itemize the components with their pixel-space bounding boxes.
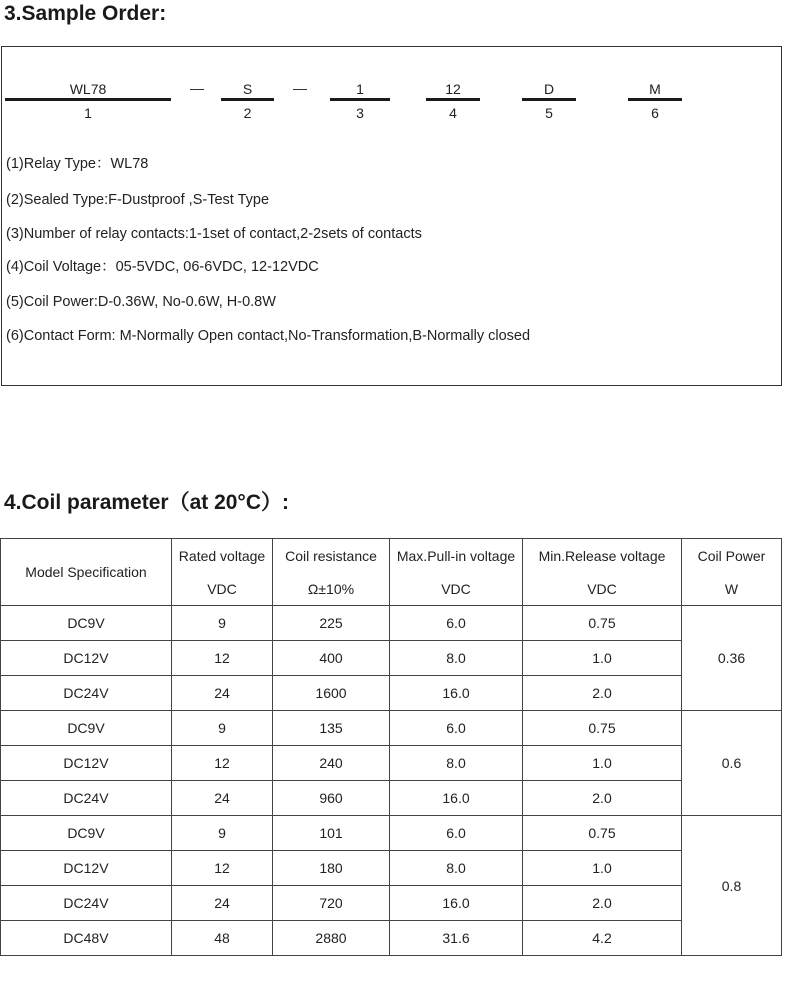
- min-release-voltage-cell: 0.75: [523, 711, 682, 746]
- code-number: 5: [545, 105, 553, 121]
- header-coil-power: [682, 539, 782, 606]
- rated-voltage-cell: 9: [172, 816, 273, 851]
- coil-resistance-cell: 960: [273, 781, 390, 816]
- header-unit: W: [724, 581, 739, 597]
- coil-resistance-cell: 240: [273, 746, 390, 781]
- rated-voltage-cell: 9: [172, 606, 273, 641]
- min-release-voltage-cell: 0.75: [523, 606, 682, 641]
- code-number: 4: [449, 105, 457, 121]
- description-contact-form: (6)Contact Form: M-Normally Open contact,No-Transformation,B-Normally closed: [6, 328, 531, 344]
- code-separator: —: [190, 80, 204, 96]
- min-release-voltage-cell: 2.0: [523, 781, 682, 816]
- max-pull-in-voltage-cell: 16.0: [390, 886, 523, 921]
- code-underline: [522, 98, 576, 101]
- code-label: M: [649, 81, 661, 97]
- table-row: [1, 781, 782, 816]
- model-specification-cell: DC12V: [1, 746, 172, 781]
- rated-voltage-cell: 12: [172, 641, 273, 676]
- coil-resistance-cell: 400: [273, 641, 390, 676]
- code-segment-coil-voltage: [426, 81, 480, 121]
- rated-voltage-cell: 24: [172, 781, 273, 816]
- model-specification-cell: DC9V: [1, 606, 172, 641]
- coil-power-cell: 0.6: [682, 711, 782, 816]
- header-unit: VDC: [441, 581, 471, 597]
- rated-voltage-cell: 48: [172, 921, 273, 956]
- header-coil-resistance: [273, 539, 390, 606]
- code-number: 3: [356, 105, 364, 121]
- header-label: Rated voltage: [178, 548, 266, 564]
- code-number: 2: [243, 105, 252, 121]
- max-pull-in-voltage-cell: 8.0: [390, 746, 523, 781]
- coil-power-cell: 0.8: [682, 816, 782, 956]
- header-rated-voltage: [172, 539, 273, 606]
- sample-order-box: [1, 46, 782, 386]
- header-label: Max.Pull-in voltage: [396, 548, 516, 564]
- description-coil-voltage: (4)Coil Voltage：05-5VDC, 06-6VDC, 12-12VDC: [6, 259, 319, 275]
- code-label: S: [242, 81, 253, 97]
- code-underline: [221, 98, 274, 101]
- header-model-specification: Model Specification: [1, 539, 172, 606]
- coil-resistance-cell: 135: [273, 711, 390, 746]
- rated-voltage-cell: 24: [172, 676, 273, 711]
- table-row: [1, 921, 782, 956]
- header-unit: VDC: [587, 581, 617, 597]
- coil-resistance-cell: 720: [273, 886, 390, 921]
- code-label: WL78: [69, 81, 107, 97]
- max-pull-in-voltage-cell: 6.0: [390, 606, 523, 641]
- header-unit: VDC: [207, 581, 237, 597]
- code-underline: [426, 98, 480, 101]
- table-row: [1, 711, 782, 746]
- model-specification-cell: DC24V: [1, 676, 172, 711]
- code-segment-relay-type: [5, 81, 171, 121]
- header-label: Min.Release voltage: [538, 548, 666, 564]
- code-label: 12: [445, 81, 461, 97]
- min-release-voltage-cell: 1.0: [523, 746, 682, 781]
- code-segment-sealed-type: [221, 81, 274, 121]
- coil-parameter-table: [0, 538, 782, 956]
- header-label: Coil resistance: [285, 548, 377, 564]
- model-specification-cell: DC24V: [1, 781, 172, 816]
- max-pull-in-voltage-cell: 8.0: [390, 851, 523, 886]
- code-underline: [5, 98, 171, 101]
- code-number: 6: [651, 105, 659, 121]
- max-pull-in-voltage-cell: 16.0: [390, 676, 523, 711]
- table-row: [1, 816, 782, 851]
- model-specification-cell: DC9V: [1, 711, 172, 746]
- min-release-voltage-cell: 0.75: [523, 816, 682, 851]
- table-body: [1, 606, 782, 956]
- model-specification-cell: DC48V: [1, 921, 172, 956]
- header-max-pull-in-voltage: [390, 539, 523, 606]
- min-release-voltage-cell: 2.0: [523, 676, 682, 711]
- model-specification-cell: DC9V: [1, 816, 172, 851]
- header-label: Coil Power: [697, 548, 766, 564]
- code-underline: [330, 98, 390, 101]
- coil-resistance-cell: 1600: [273, 676, 390, 711]
- max-pull-in-voltage-cell: 6.0: [390, 816, 523, 851]
- code-underline: [628, 98, 682, 101]
- code-label: D: [543, 81, 555, 97]
- coil-parameter-heading: 4.Coil parameter（at 20°C）:: [4, 491, 289, 514]
- min-release-voltage-cell: 2.0: [523, 886, 682, 921]
- max-pull-in-voltage-cell: 6.0: [390, 711, 523, 746]
- table-row: [1, 606, 782, 641]
- coil-resistance-cell: 2880: [273, 921, 390, 956]
- rated-voltage-cell: 9: [172, 711, 273, 746]
- description-sealed-type: (2)Sealed Type:F-Dustproof ,S-Test Type: [6, 192, 270, 208]
- max-pull-in-voltage-cell: 16.0: [390, 781, 523, 816]
- coil-power-cell: 0.36: [682, 606, 782, 711]
- rated-voltage-cell: 24: [172, 886, 273, 921]
- code-label: 1: [356, 81, 364, 97]
- coil-resistance-cell: 101: [273, 816, 390, 851]
- min-release-voltage-cell: 4.2: [523, 921, 682, 956]
- model-specification-cell: DC12V: [1, 641, 172, 676]
- description-relay-type: (1)Relay Type：WL78: [6, 156, 149, 172]
- rated-voltage-cell: 12: [172, 851, 273, 886]
- min-release-voltage-cell: 1.0: [523, 641, 682, 676]
- header-min-release-voltage: [523, 539, 682, 606]
- max-pull-in-voltage-cell: 8.0: [390, 641, 523, 676]
- description-coil-power: (5)Coil Power:D-0.36W, No-0.6W, H-0.8W: [6, 294, 276, 310]
- table-row: [1, 676, 782, 711]
- table-header-row: [1, 539, 782, 606]
- coil-resistance-cell: 180: [273, 851, 390, 886]
- sample-order-heading: 3.Sample Order:: [4, 2, 167, 25]
- max-pull-in-voltage-cell: 31.6: [390, 921, 523, 956]
- code-segment-contact-form: [628, 81, 682, 121]
- code-number: 1: [84, 105, 92, 121]
- rated-voltage-cell: 12: [172, 746, 273, 781]
- header-unit: Ω±10%: [307, 581, 355, 597]
- description-relay-contacts: (3)Number of relay contacts:1-1set of contact,2-2sets of contacts: [6, 226, 422, 242]
- coil-resistance-cell: 225: [273, 606, 390, 641]
- table-row: [1, 746, 782, 781]
- table-row: [1, 641, 782, 676]
- table-row: [1, 886, 782, 921]
- table-row: [1, 851, 782, 886]
- code-segment-contacts: [330, 81, 390, 121]
- model-specification-cell: DC12V: [1, 851, 172, 886]
- code-separator: —: [293, 80, 307, 96]
- min-release-voltage-cell: 1.0: [523, 851, 682, 886]
- code-segment-coil-power: [522, 81, 576, 121]
- model-specification-cell: DC24V: [1, 886, 172, 921]
